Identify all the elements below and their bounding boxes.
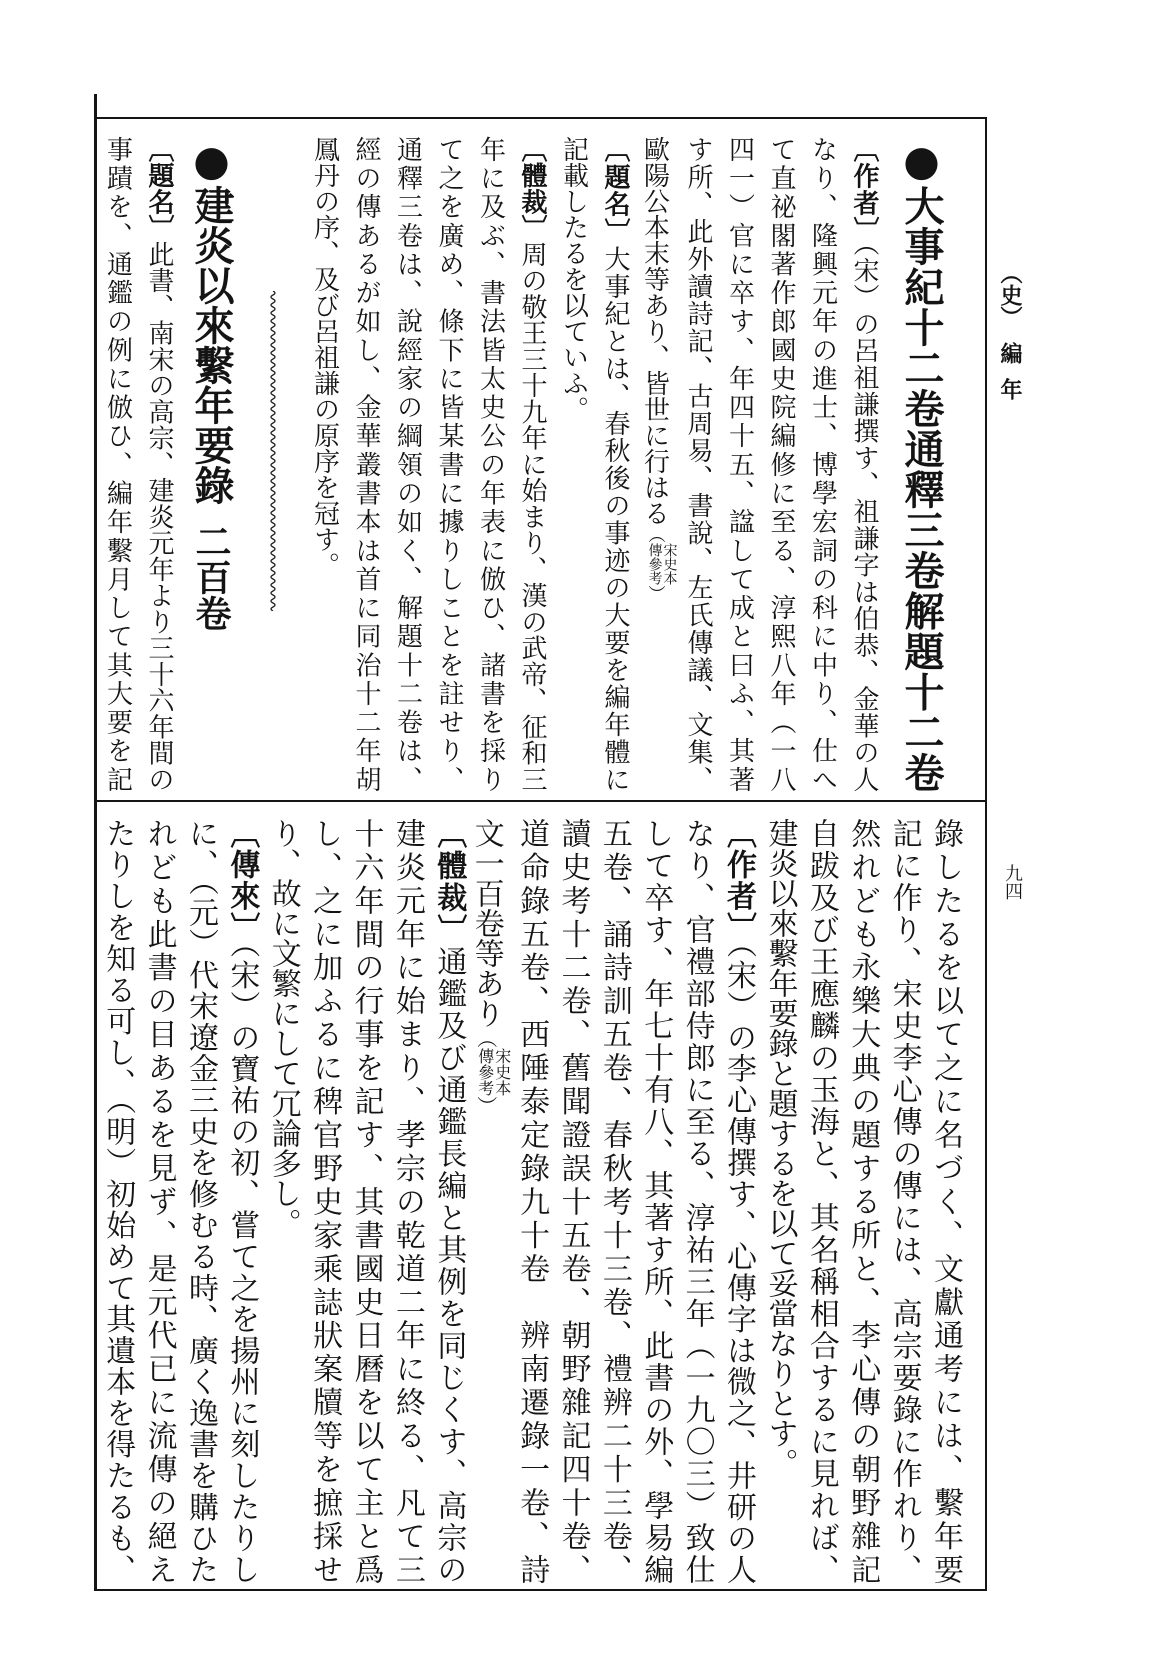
text-column: 經の傳あるが如し、金華叢書本は首に同治十二年胡 xyxy=(351,136,381,792)
section-label: 〔作者〕 xyxy=(849,136,879,244)
text-column: 事蹟を、通鑑の例に倣ひ、編年繫月して其大要を記 xyxy=(102,136,133,792)
text-column: 建炎元年に始まり、孝宗の乾道二年に終る、凡て三 xyxy=(389,818,425,1584)
header-chapter-1: 編 xyxy=(997,342,1023,364)
text-column: なり、官禮部侍郎に至る、淳祐三年（一九〇三）致仕 xyxy=(679,818,715,1584)
lower-half xyxy=(96,818,966,1584)
text-column xyxy=(221,818,262,1584)
section-label: 〔體裁〕 xyxy=(431,818,467,946)
text-column: に、（元）代宋遼金三史を修むる時、廣く逸書を購ひた xyxy=(182,818,218,1584)
header-chapter-2: 年 xyxy=(997,378,1023,400)
text-column xyxy=(635,136,677,792)
text-column: 通釋三卷は、說經家の綱領の如く、解題十二卷は、 xyxy=(392,136,423,792)
text-column: 記載したるを以ていふ。 xyxy=(558,136,589,422)
text-column: 五卷、誦詩訓五卷、春秋考十三卷、禮辨二十三卷、 xyxy=(596,818,632,1584)
wavy-line xyxy=(268,291,278,611)
text-column: 建炎以來繫年要錄と題するを以て妥當なりとす。 xyxy=(762,818,798,1478)
section-label: 〔作者〕 xyxy=(721,818,757,944)
text-column: 十六年間の行事を記す、其書國史日曆を以て主と爲 xyxy=(348,818,384,1584)
citation-line: 傳參考 xyxy=(475,1048,495,1096)
text-column xyxy=(469,818,510,1584)
text-column xyxy=(594,136,636,792)
text-column: 讀史考十二卷、舊聞證誤十五卷、朝野雜記四十卷、 xyxy=(555,818,591,1584)
wavy-divider xyxy=(243,136,303,792)
text-column: れども此書の目あるを見ず、是元代已に流傳の絕え xyxy=(141,818,177,1585)
text-column: 記に作り、宋史李心傳の傳には、高宗要錄に作れり、 xyxy=(886,818,922,1584)
upper-half xyxy=(96,136,958,792)
column-text: 文一百卷等あり xyxy=(468,818,504,1028)
volume-count: 二百卷 xyxy=(190,523,232,631)
text-column: なり、隆興元年の進士、博學宏詞の科に中り、仕へ xyxy=(807,136,838,792)
text-column xyxy=(511,136,553,792)
text-column: 道命錄五卷、西陲泰定錄九十卷 辨南遷錄一卷、詩 xyxy=(514,818,550,1584)
entry-title xyxy=(179,136,243,792)
section-label: 〔體裁〕 xyxy=(517,136,547,241)
entry-title-text: 大事紀十二卷通釋三卷解題十二卷 xyxy=(898,185,945,793)
section-label: 〔傳來〕 xyxy=(224,818,260,944)
page-number: 九四 xyxy=(1002,864,1023,900)
horizontal-divider xyxy=(94,800,987,802)
bullet-icon: ● xyxy=(187,136,236,185)
citation-open: （ xyxy=(473,1028,498,1048)
text-column: て之を廣め、條下に皆某書に據りしことを註せり、 xyxy=(434,136,464,792)
text-column: 四一）官に卒す、年四十五、諡して成と曰ふ、其著 xyxy=(724,136,755,792)
column-text: （宋）の李心傳撰す、心傳字は微之、井研の人 xyxy=(721,943,757,1585)
text-column: 鳳丹の序、及び呂祖謙の原序を冠す。 xyxy=(309,136,340,578)
bullet-icon: ● xyxy=(897,136,946,186)
citation-line: 宋史本 xyxy=(661,543,678,585)
text-column: て直祕閣著作郎國史院編修に至る、淳熙八年（一八 xyxy=(766,136,796,792)
text-column: す所、此外讀詩記、古周易、書說、左氏傳議、文集、 xyxy=(683,136,713,792)
section-label: 〔題名〕 xyxy=(144,136,174,241)
text-column xyxy=(843,136,885,792)
column-text: 歐陽公本末等あり、皆世に行はる xyxy=(639,136,670,526)
column-text: 周の敬王三十九年に始まり、漢の武帝、征和三 xyxy=(517,241,547,792)
citation-close: ） xyxy=(473,1096,498,1116)
text-column: 年に及ぶ、書法皆太史公の年表に倣ひ、諸書を採り xyxy=(475,136,506,792)
entry-title-text: 建炎以來繫年要錄 xyxy=(188,185,235,505)
citation-close: ） xyxy=(644,585,665,602)
column-text: 通鑑及び通鑑長編と其例を同じくす、高宗の xyxy=(431,946,467,1584)
citation-note xyxy=(647,543,677,585)
citation-open: （ xyxy=(644,526,665,543)
column-text: 大事紀とは、春秋後の事迹の大要を編年體に xyxy=(600,245,630,793)
text-column: 錄したるを以て之に名づく、文獻通考には、繫年要 xyxy=(928,818,963,1584)
citation-line: 傳參考 xyxy=(646,543,663,585)
text-column: 然れども永樂大典の題する所と、李心傳の朝野雜記 xyxy=(845,818,881,1584)
text-column xyxy=(138,136,180,792)
citation-note xyxy=(477,1048,511,1096)
header-section: （史） xyxy=(997,262,1023,328)
section-label: 〔題名〕 xyxy=(600,136,630,246)
text-column: たりしを知る可し、（明）初始めて其遺本を得たるも、 xyxy=(100,818,136,1584)
text-column xyxy=(718,818,759,1584)
column-text: （宋）の寶祐の初、嘗て之を揚州に刻したりし xyxy=(224,943,260,1585)
column-text: 此書、南宋の高宗、建炎元年より三十六年間の xyxy=(144,241,174,792)
text-column: し、之に加ふるに稗官野史家乘誌狀案牘等を摭採せ xyxy=(307,818,343,1584)
text-column: 自跋及び王應麟の玉海と、其名稱相合するに見れば、 xyxy=(803,818,839,1584)
entry-title xyxy=(884,136,958,792)
text-column xyxy=(428,818,469,1584)
text-column: り、故に文繁にして冗論多し。 xyxy=(265,818,301,1238)
citation-line: 宋史本 xyxy=(492,1048,512,1096)
column-text: （宋）の呂祖謙撰す、祖謙字は伯恭、金華の人 xyxy=(849,243,879,793)
running-header xyxy=(995,262,1025,400)
text-column: して卒す、年七十有八、其著す所、此書の外、學易編 xyxy=(638,818,674,1584)
